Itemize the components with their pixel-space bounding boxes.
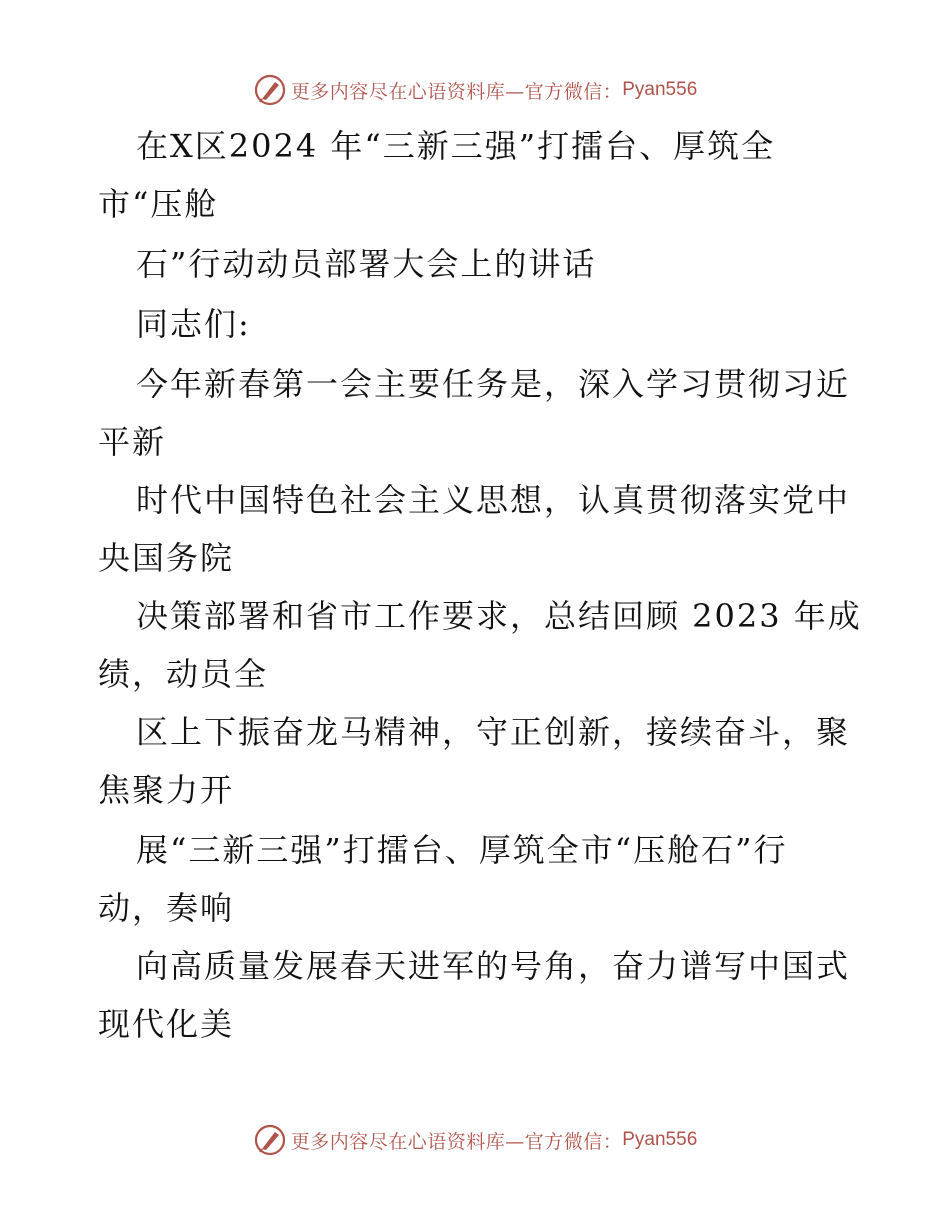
paragraph-line: 绩，动员全: [98, 655, 269, 693]
title-line-3: 石”行动动员部署大会上的讲话: [136, 245, 597, 283]
watermark-text: 更多内容尽在心语资料库—官方微信：: [290, 1130, 623, 1153]
footer-watermark: [0, 1120, 950, 1160]
paragraph-line: 央国务院: [98, 539, 235, 577]
quill-logo-icon: [253, 1123, 287, 1157]
paragraph-line: 现代化美: [98, 1005, 235, 1043]
paragraph-line: 区上下振奋龙马精神，守正创新，接续奋斗，聚: [136, 713, 851, 751]
watermark-handle: Pyan556: [622, 1129, 698, 1150]
paragraph-line: 焦聚力开: [98, 771, 235, 809]
title-line-2: 市“压舱: [98, 185, 219, 223]
watermark-handle: Pyan556: [622, 79, 698, 100]
paragraph-line: 动，奏响: [98, 889, 235, 927]
paragraph-line: 平新: [98, 423, 167, 461]
paragraph-line: 今年新春第一会主要任务是，深入学习贯彻习近: [136, 365, 851, 403]
salutation: 同志们:: [136, 305, 251, 343]
quill-logo-icon: [253, 73, 287, 107]
paragraph-line: 向高质量发展春天进军的号角，奋力谱写中国式: [136, 947, 851, 985]
paragraph-line: 时代中国特色社会主义思想，认真贯彻落实党中: [136, 481, 851, 519]
paragraph-line: 决策部署和省市工作要求，总结回顾 2023 年成: [136, 597, 862, 635]
paragraph-line: 展“三新三强”打擂台、厚筑全市“压舱石”行: [136, 831, 788, 869]
title-line-1: 在X区2024 年“三新三强”打擂台、厚筑全: [136, 127, 776, 165]
watermark-text: 更多内容尽在心语资料库—官方微信：: [290, 80, 623, 103]
header-watermark: [0, 70, 950, 110]
